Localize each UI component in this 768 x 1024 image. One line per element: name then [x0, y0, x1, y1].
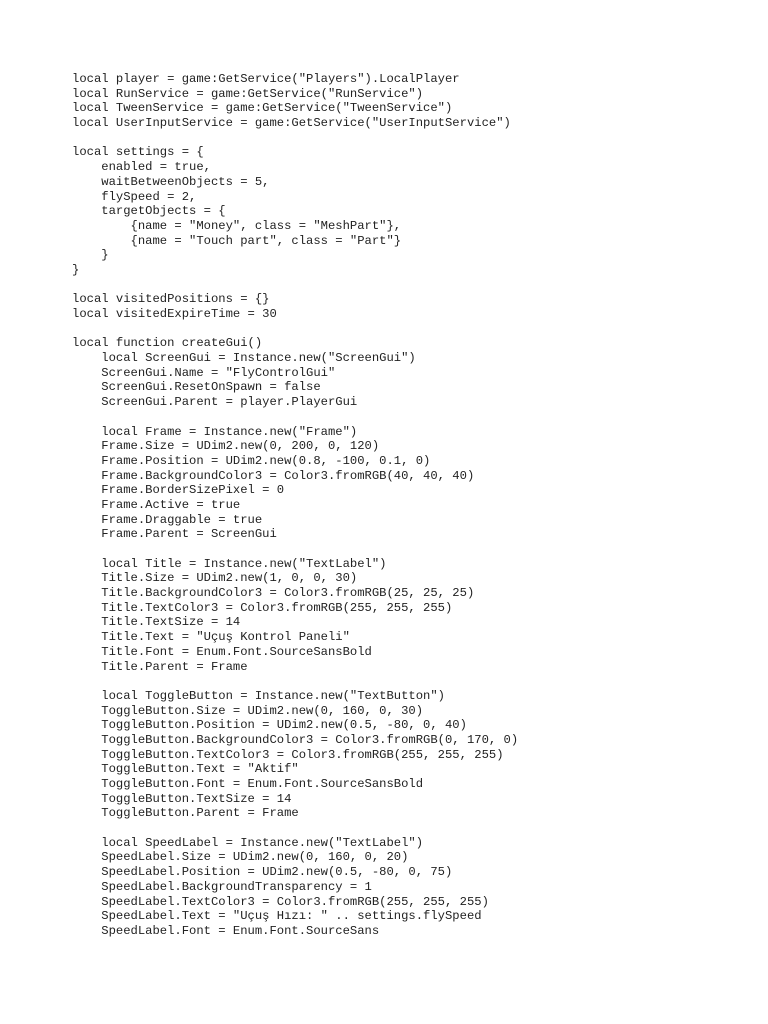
code-line: local visitedPositions = {}	[72, 292, 270, 307]
code-line: Title.Parent = Frame	[72, 659, 248, 674]
code-line: ToggleButton.Parent = Frame	[72, 806, 299, 821]
code-line	[72, 278, 518, 293]
code-line: }	[72, 248, 109, 263]
code-line: local function createGui()	[72, 336, 263, 351]
code-line: local SpeedLabel = Instance.new("TextLabel")	[72, 835, 424, 850]
code-line: local visitedExpireTime = 30	[72, 307, 277, 321]
code-line: enabled = true,	[72, 160, 211, 175]
code-line	[72, 322, 518, 337]
code-line: Title.Text = "Uçuş Kontrol Paneli"	[72, 630, 350, 645]
code-line: SpeedLabel.BackgroundTransparency = 1	[72, 879, 372, 894]
code-line: {name = "Touch part", class = "Part"}	[72, 233, 402, 248]
code-line	[72, 410, 518, 425]
code-line: local settings = {	[72, 145, 204, 160]
code-line: Frame.BorderSizePixel = 0	[72, 483, 285, 498]
code-line: Frame.Position = UDim2.new(0.8, -100, 0.1, 0)	[72, 453, 431, 468]
code-line: local Frame = Instance.new("Frame")	[72, 424, 358, 439]
code-line: ScreenGui.Name = "FlyControlGui"	[72, 365, 336, 380]
code-line: Title.BackgroundColor3 = Color3.fromRGB(25, 25, 25)	[72, 586, 475, 601]
code-line: ScreenGui.Parent = player.PlayerGui	[72, 395, 358, 410]
code-line: local TweenService = game:GetService("TweenService")	[72, 101, 453, 116]
code-line	[72, 821, 518, 836]
code-line: local ScreenGui = Instance.new("ScreenGui")	[72, 351, 416, 366]
code-line	[72, 542, 518, 557]
code-line: SpeedLabel.TextColor3 = Color3.fromRGB(255, 255, 255)	[72, 894, 489, 909]
code-line: local Title = Instance.new("TextLabel")	[72, 556, 387, 571]
code-block	[72, 72, 518, 939]
code-line: waitBetweenObjects = 5,	[72, 174, 270, 189]
code-line: {name = "Money", class = "MeshPart"},	[72, 218, 402, 233]
code-line: Frame.BackgroundColor3 = Color3.fromRGB(40, 40, 40)	[72, 468, 475, 483]
code-line	[72, 674, 518, 689]
code-line: ToggleButton.TextSize = 14	[72, 791, 292, 806]
code-line: SpeedLabel.Size = UDim2.new(0, 160, 0, 20)	[72, 850, 409, 865]
code-line: local ToggleButton = Instance.new("TextButton")	[72, 688, 445, 703]
code-line: Frame.Active = true	[72, 497, 241, 512]
code-line: SpeedLabel.Text = "Uçuş Hızı: " .. settings.flySpeed	[72, 909, 482, 924]
code-line: local RunService = game:GetService("RunService")	[72, 86, 424, 101]
code-line: local player = game:GetService("Players").LocalPlayer	[72, 72, 460, 86]
code-line: SpeedLabel.Position = UDim2.new(0.5, -80, 0, 75)	[72, 865, 453, 880]
code-line: ToggleButton.Font = Enum.Font.SourceSansBold	[72, 777, 424, 791]
code-line: flySpeed = 2,	[72, 189, 197, 204]
code-line: ToggleButton.Position = UDim2.new(0.5, -80, 0, 40)	[72, 718, 467, 733]
code-line: Frame.Size = UDim2.new(0, 200, 0, 120)	[72, 439, 380, 454]
code-line	[72, 131, 518, 146]
code-line: Title.Font = Enum.Font.SourceSansBold	[72, 644, 372, 659]
code-line: Title.TextSize = 14	[72, 615, 241, 630]
code-line: Frame.Parent = ScreenGui	[72, 527, 277, 542]
code-line: SpeedLabel.Font = Enum.Font.SourceSans	[72, 923, 380, 938]
code-line: ScreenGui.ResetOnSpawn = false	[72, 380, 321, 395]
code-line: local UserInputService = game:GetService("UserInputService")	[72, 116, 511, 131]
code-line: Frame.Draggable = true	[72, 512, 263, 527]
code-line: targetObjects = {	[72, 204, 226, 219]
code-line: ToggleButton.BackgroundColor3 = Color3.fromRGB(0, 170, 0)	[72, 732, 519, 747]
code-line: ToggleButton.Size = UDim2.new(0, 160, 0, 30)	[72, 703, 424, 718]
code-line: }	[72, 262, 80, 277]
code-line: ToggleButton.TextColor3 = Color3.fromRGB(255, 255, 255)	[72, 747, 504, 762]
code-line: ToggleButton.Text = "Aktif"	[72, 762, 299, 777]
code-line: Title.Size = UDim2.new(1, 0, 0, 30)	[72, 571, 358, 586]
code-line: Title.TextColor3 = Color3.fromRGB(255, 255, 255)	[72, 600, 453, 615]
